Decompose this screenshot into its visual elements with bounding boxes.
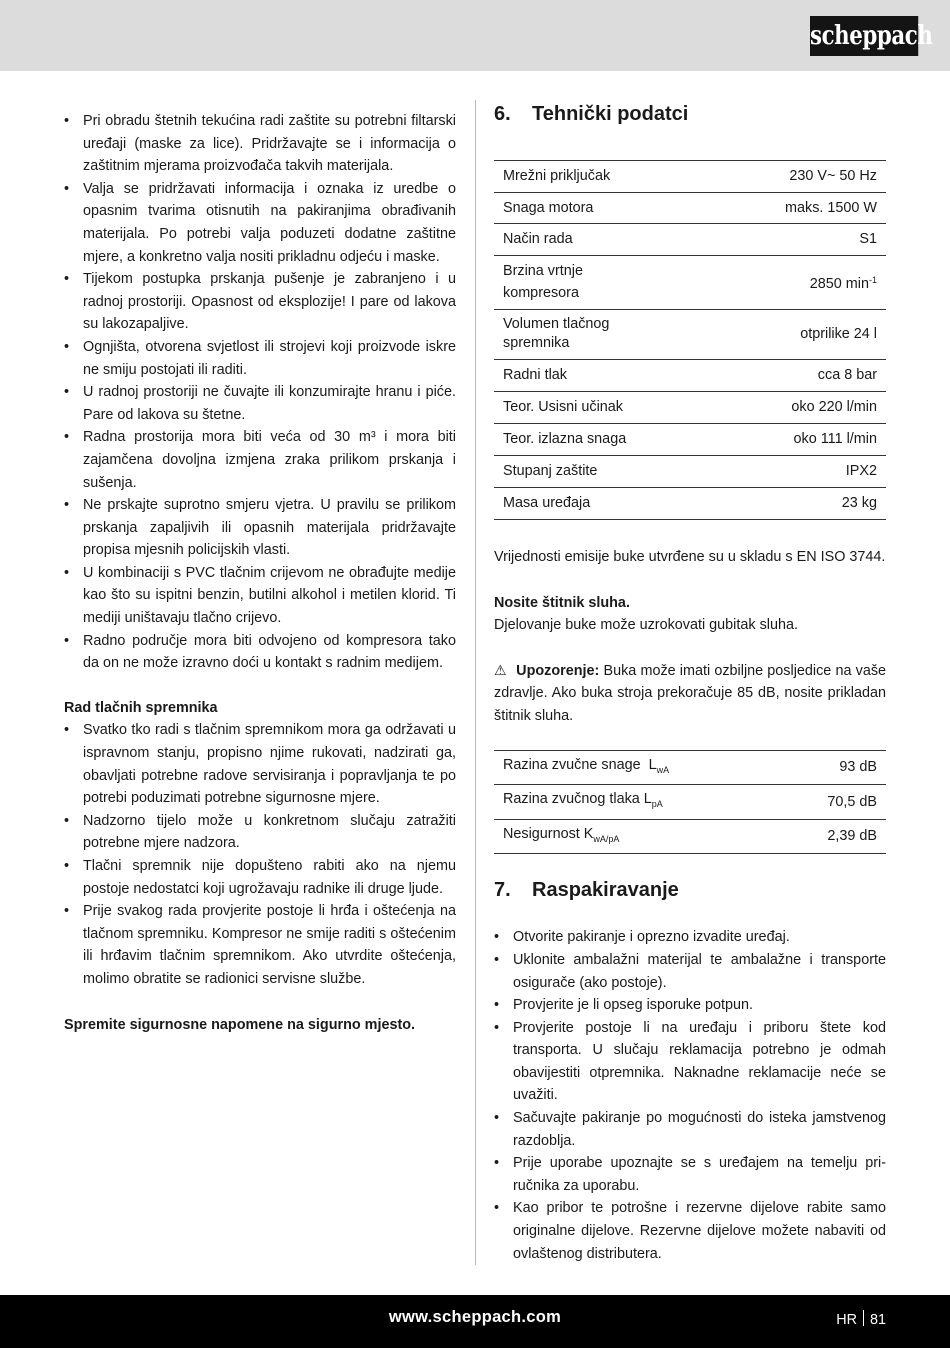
hearing-block — [494, 592, 886, 637]
spec-value — [664, 455, 886, 487]
list-item: • Provjerite postoje li na uređaju i priboru štete kod transporta. U slučaju reklamacija potrebno je odmah obavijestiti otpremnika. Naknadne reklamacije neće se uvažiti. — [494, 1017, 886, 1107]
noise-value: 70,5 dB — [781, 785, 886, 820]
spec-row — [494, 359, 886, 391]
section-7-number: 7. — [494, 879, 511, 902]
unpacking-bullets — [494, 926, 886, 1265]
column-divider — [475, 100, 476, 1265]
noise-row — [494, 819, 886, 854]
spec-value-text: IPX2 — [845, 463, 877, 480]
list-item: • Provjerite je li opseg isporuke potpun. — [494, 994, 886, 1017]
warning-block — [494, 659, 886, 728]
noise-table — [494, 750, 886, 855]
pressure-vessel-bullets — [64, 719, 456, 990]
section-6-label: Tehnički podatci — [532, 103, 689, 125]
spec-value — [664, 423, 886, 455]
spec-value-text: maks. 1500 W — [785, 199, 877, 216]
spec-value-text: cca 8 bar — [817, 367, 877, 384]
noise-label-subscript: wA/pA — [593, 833, 620, 844]
noise-value: 2,39 dB — [781, 819, 886, 854]
spec-value — [664, 309, 886, 359]
noise-label-subscript: wA — [656, 764, 670, 775]
noise-row — [494, 750, 886, 785]
list-item: • Svatko tko radi s tlačnim spremnikom mora ga održavati u ispravnom stanju, propisno njime rukovati, nadzirati ga, obavljati potrebne radove servisiranja i popravljanja te po potrebi poduzimati potrebne sigurnosne mjere. — [64, 719, 456, 809]
noise-label — [494, 750, 781, 785]
list-item: • Ne prskajte suprotno smjeru vjetra. U pravilu se prilikom prskanja zapaljivih ili opasnih materijala pridržavajte propisa mjesnih policijskih vlasti. — [64, 494, 456, 562]
spec-row — [494, 309, 886, 359]
spec-row — [494, 192, 886, 224]
list-item: • Tijekom postupka prskanja pušenje je zabranjeno i u radnoj prostoriji. Opasnost od eksplozije! I pare od lakova su lakozapaljive. — [64, 268, 456, 336]
spec-value — [664, 161, 886, 193]
spec-value-text: otprilike 24 l — [800, 325, 877, 342]
footer-language: HR — [836, 1312, 857, 1328]
spec-value-text: 230 V~ 50 Hz — [789, 168, 877, 184]
spec-value-superscript: -1 — [868, 275, 877, 286]
list-item: • Valja se pridržavati informacija i oznaka iz uredbe o opasnim tvarima otisnutih na pakiranjima obrađivanih materijala. Po potrebi valja poduzeti dodatne zaštitne mjere, a konkretno valja nositi prikladnu odjeću i maske. — [64, 178, 456, 268]
spec-value-text: 23 kg — [841, 495, 877, 512]
list-item: • Sačuvajte pakiranje po mogućnosti do isteka jamstvenog razdoblja. — [494, 1107, 886, 1152]
specs-table — [494, 160, 886, 520]
spec-label: Stupanj zaštite — [494, 455, 664, 487]
spec-value-text: 2850 min — [809, 276, 869, 293]
warning-label: Upozorenje: — [516, 662, 600, 679]
list-item: • Uklonite ambalažni materijal te ambalažne i transporte osigurače (ako postoje). — [494, 949, 886, 994]
warning-icon: ⚠ — [494, 661, 507, 678]
emission-note: Vrijednosti emisije buke utvrđene su u skladu s EN ISO 3744. — [494, 548, 886, 565]
list-item: • Radna prostorija mora biti veća od 30 m³ i mora biti zajamčena dovoljna izmjena zraka prilikom prskanja i sušenja. — [64, 426, 456, 494]
spec-row — [494, 487, 886, 519]
list-item: • U radnoj prostoriji ne čuvajte ili konzumirajte hranu i piće. Pare od lakova su štetne. — [64, 381, 456, 426]
spec-value-text: oko 220 l/min — [791, 399, 877, 416]
scheppach-logo: scheppach — [810, 16, 918, 56]
list-item: • Tlačni spremnik nije dopušteno rabiti ako na njemu postoje nedostatci koji ugrožavaju radnike ili druge ljude. — [64, 855, 456, 900]
section-7 — [494, 876, 886, 1265]
list-item: • Radno područje mora biti odvojeno od kompresora tako da on ne može izravno doći u kontakt s radnim medijem. — [64, 630, 456, 675]
spec-value — [664, 359, 886, 391]
spec-label: Radni tlak — [494, 359, 664, 391]
spec-label: Brzina vrtnje kompresora — [494, 255, 664, 309]
spec-row — [494, 455, 886, 487]
footer-website-link[interactable]: www.scheppach.com — [388, 1308, 562, 1326]
noise-label-text: Nesigurnost K — [503, 825, 594, 842]
noise-label-text: Razina zvučnog tlaka L — [503, 791, 652, 808]
right-column — [494, 100, 886, 1265]
warning-text: Buka može imati ozbiljne posljedice na vaše zdravlje. Ako buka stroja prekoračuje 85 dB, nosite prikladan štitnik sluha. — [494, 662, 887, 724]
noise-label — [494, 785, 781, 820]
safety-bullets — [64, 110, 456, 675]
pressure-vessel-heading: Rad tlačnih spremnika — [64, 699, 218, 716]
spec-row — [494, 391, 886, 423]
spec-row — [494, 224, 886, 256]
header-band — [0, 0, 950, 71]
spec-label: Mrežni priključak — [494, 161, 664, 193]
spec-label: Masa uređaja — [494, 487, 664, 519]
closing-note: Spremite sigurnosne napomene na sigurno mjesto. — [64, 1016, 416, 1033]
section-6-title — [494, 100, 886, 128]
spec-value-text: S1 — [859, 231, 877, 248]
spec-row — [494, 255, 886, 309]
footer-page-info — [836, 1310, 886, 1328]
spec-row — [494, 423, 886, 455]
spec-label: Način rada — [494, 224, 664, 256]
spec-row — [494, 161, 886, 193]
list-item: • U kombinaciji s PVC tlačnim crijevom ne obrađujte medije kao što su ispitni benzin, butilni alkohol i metilen klorid. Ti mediji uništavaju tlačno crijevo. — [64, 562, 456, 630]
list-item: • Ognjišta, otvorena svjetlost ili strojevi koji proizvode iskre ne smiju postojati ili raditi. — [64, 336, 456, 381]
spec-label: Teor. izlazna snaga — [494, 423, 664, 455]
list-item: • Prije svakog rada provjerite postoje li hrđa i oštećenja na tlačnom spremniku. Kompresor ne smije raditi s oštećenim ili hrđavim tlačnim spremnikom. Ako utvrdite oštećenja, molimo obratite se radionici servisne službe. — [64, 900, 456, 990]
list-item: • Kao pribor te potrošne i rezervne dijelove rabite samo originalne dijelove. Rezervne dijelove možete nabaviti od ovlaštenog distributera. — [494, 1197, 886, 1265]
spec-value — [664, 487, 886, 519]
section-6-number: 6. — [494, 103, 511, 125]
list-item: • Prije uporabe upoznajte se s uređajem na temelju priručnika za uporabu. — [494, 1152, 886, 1197]
list-item: • Otvorite pakiranje i oprezno izvadite uređaj. — [494, 926, 886, 949]
footer-separator — [863, 1310, 864, 1326]
noise-label-subscript: pA — [651, 799, 663, 810]
spec-label: Volumen tlačnog spremnika — [494, 309, 664, 359]
spec-label: Teor. Usisni učinak — [494, 391, 664, 423]
left-column — [64, 110, 456, 1036]
section-7-title — [494, 876, 886, 904]
noise-label-text: Razina zvučne snage L — [503, 756, 657, 773]
spec-label: Snaga motora — [494, 192, 664, 224]
spec-value — [664, 192, 886, 224]
noise-row — [494, 785, 886, 820]
footer-page-number: 81 — [869, 1312, 886, 1328]
noise-label — [494, 819, 781, 854]
spec-value — [664, 391, 886, 423]
noise-value: 93 dB — [781, 750, 886, 785]
spec-value-text: oko 111 l/min — [793, 431, 877, 448]
hearing-title: Nosite štitnik sluha. — [494, 594, 630, 611]
section-7-label: Raspakiravanje — [532, 879, 679, 902]
list-item: • Nadzorno tijelo može u konkretnom slučaju zatražiti potrebne mjere nadzora. — [64, 810, 456, 855]
list-item: • Pri obradu štetnih tekućina radi zaštite su potrebni filtarski uređaji (maske za lice). Pridržavajte se i informacija o zaštitnim mjerama proizvođača takvih materijala. — [64, 110, 456, 178]
spec-value — [664, 255, 886, 309]
hearing-text: Djelovanje buke može uzrokovati gubitak sluha. — [494, 617, 798, 634]
spec-value — [664, 224, 886, 256]
